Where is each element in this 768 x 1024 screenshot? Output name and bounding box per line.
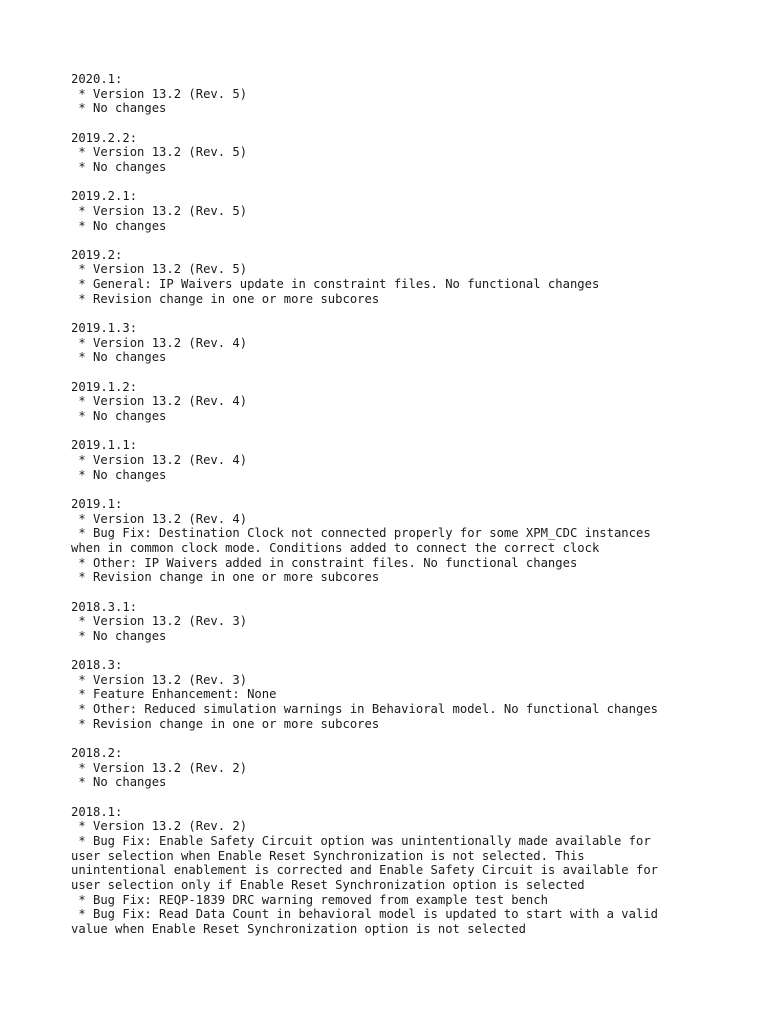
version-heading: 2019.2.1: <box>71 189 138 204</box>
change-note: user selection when Enable Reset Synchronization is not selected. This <box>71 848 585 863</box>
change-note: * Version 13.2 (Rev. 3) <box>71 614 248 629</box>
change-note: * Revision change in one or more subcores <box>71 570 380 585</box>
change-note: * Revision change in one or more subcores <box>71 716 380 731</box>
change-note: * No changes <box>71 101 167 116</box>
changelog-entry <box>71 380 731 424</box>
version-heading: 2018.3.1: <box>71 599 138 614</box>
change-note: user selection only if Enable Reset Synchronization option is selected <box>71 877 585 892</box>
changelog-entry <box>71 805 731 937</box>
change-note: * Version 13.2 (Rev. 4) <box>71 511 248 526</box>
changelog-entry <box>71 189 731 233</box>
change-note: when in common clock mode. Conditions added to connect the correct clock <box>71 540 600 555</box>
version-heading: 2018.1: <box>71 804 123 819</box>
changelog-entry <box>71 321 731 365</box>
version-heading: 2019.1.1: <box>71 438 138 453</box>
change-note: * Version 13.2 (Rev. 5) <box>71 262 248 277</box>
change-note: * Version 13.2 (Rev. 5) <box>71 203 248 218</box>
changelog-entry <box>71 248 731 307</box>
change-note: * Bug Fix: Read Data Count in behavioral model is updated to start with a valid <box>71 907 658 922</box>
change-note: * Version 13.2 (Rev. 4) <box>71 335 248 350</box>
change-note: * General: IP Waivers update in constraint files. No functional changes <box>71 277 600 292</box>
version-heading: 2019.2.2: <box>71 130 138 145</box>
change-note: * Version 13.2 (Rev. 5) <box>71 145 248 160</box>
change-note: * Bug Fix: REQP-1839 DRC warning removed from example test bench <box>71 892 548 907</box>
version-heading: 2018.3: <box>71 658 123 673</box>
changelog-entry <box>71 72 731 116</box>
changelog-entry <box>71 600 731 644</box>
change-note: * Feature Enhancement: None <box>71 687 277 702</box>
change-note: * No changes <box>71 467 167 482</box>
change-note: * No changes <box>71 775 167 790</box>
changelog-entry <box>71 438 731 482</box>
change-note: * Version 13.2 (Rev. 2) <box>71 760 248 775</box>
change-note: * Version 13.2 (Rev. 2) <box>71 819 248 834</box>
version-heading: 2018.2: <box>71 746 123 761</box>
version-heading: 2019.1.2: <box>71 379 138 394</box>
change-note: * No changes <box>71 159 167 174</box>
change-note: * No changes <box>71 218 167 233</box>
changelog-document <box>71 72 731 951</box>
change-note: * Version 13.2 (Rev. 4) <box>71 394 248 409</box>
version-heading: 2019.2: <box>71 247 123 262</box>
change-note: * No changes <box>71 628 167 643</box>
change-note: * No changes <box>71 409 167 424</box>
changelog-entry <box>71 497 731 585</box>
change-note: value when Enable Reset Synchronization option is not selected <box>71 921 526 936</box>
version-heading: 2020.1: <box>71 72 123 86</box>
change-note: * Other: IP Waivers added in constraint files. No functional changes <box>71 555 578 570</box>
change-note: * No changes <box>71 350 167 365</box>
changelog-entry <box>71 658 731 731</box>
change-note: * Version 13.2 (Rev. 5) <box>71 86 248 101</box>
change-note: * Version 13.2 (Rev. 4) <box>71 452 248 467</box>
changelog-entry <box>71 131 731 175</box>
version-heading: 2019.1.3: <box>71 321 138 336</box>
change-note: * Version 13.2 (Rev. 3) <box>71 672 248 687</box>
change-note: unintentional enablement is corrected and Enable Safety Circuit is available for <box>71 863 658 878</box>
change-note: * Bug Fix: Destination Clock not connected properly for some XPM_CDC instances <box>71 526 651 541</box>
version-heading: 2019.1: <box>71 496 123 511</box>
change-note: * Revision change in one or more subcores <box>71 291 380 306</box>
change-note: * Bug Fix: Enable Safety Circuit option was unintentionally made available for <box>71 833 651 848</box>
changelog-entry <box>71 746 731 790</box>
change-note: * Other: Reduced simulation warnings in Behavioral model. No functional changes <box>71 702 658 717</box>
